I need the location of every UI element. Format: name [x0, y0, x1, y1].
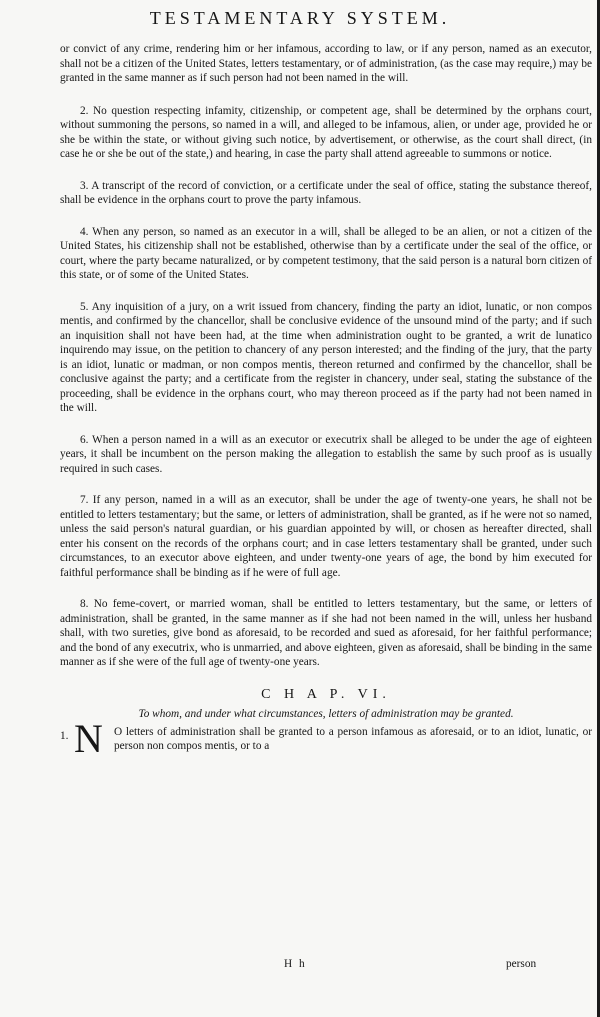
section-number: 1.	[60, 729, 69, 742]
paragraph-3: 3. A transcript of the record of conviction, or a certificate under the seal of office, stating the substance thereof, shall be evidence in the orphans court to prove the party infamous.	[60, 179, 592, 206]
paragraph-7: 7. If any person, named in a will as an executor, shall be under the age of twenty-one years, he shall not be entitled to letters testamentary; but the same, or letters of administration, shall be granted, as if he were not so named, unless the said person's natural guardian, or his guardian appointed by will, or chosen as hereafter directed, shall enter his consent on the records of the orphans court; and in case letters testamentary shall be granted, under such circumstances, to an executor above eighteen, and under twenty-one years of age, the bond by him executed for faithful performance shall be binding as if he were of full age.	[60, 494, 592, 579]
paragraph-2: 2. No question respecting infamity, citizenship, or competent age, shall be determined by the orphans court, without summoning the persons, so named in a will, and alleged to be infamous, alien, or under age, provided he or she be within the state, or without giving such notice, by advertisement, or otherwise, as the court shall direct, (in case he or she be out of the state,) and hearing, in case the party shall attend agreeable to summons or notice.	[60, 104, 592, 160]
paragraph-8: 8. No feme-covert, or married woman, shall be entitled to letters testamentary, but the same, or letters of administration, shall be granted, in the same manner as if she had not been named in the will, unless her husband shall, with two sureties, give bond as aforesaid, to be recorded and sued as aforesaid, for her faithful performance; and the bond of any executrix, who is unmarried, and above eighteen, given as aforesaid, shall be binding in the same manner as if she were of the full age of twenty-one years.	[60, 598, 592, 668]
paragraph-5: 5. Any inquisition of a jury, on a writ issued from chancery, finding the party an idiot, lunatic, or non compos mentis, and confirmed by the chancellor, shall be conclusive evidence of the unsound mind of the party; and if such an inquisition shall not have been had, at the time when administration ought to be granted, a writ de lunatico inquirendo may issue, on the petition to chancery of any person interested; and the finding of the jury, that the party is an idiot, lunatic or madman, or non compos mentis, thereon returned and confirmed by the chancellor, shall be conclusive against the party; and a certificate from the register in chancery, under seal, stating the substance of the proceeding, shall be evidence in the orphans court, who may thereon proceed as if the party had not been named in the will.	[60, 300, 592, 414]
section-1-text: O letters of administration shall be granted to a person infamous as aforesaid, or to an idiot, lunatic, or person non compos mentis, or to a	[114, 725, 592, 752]
chapter-subtitle: To whom, and under what circumstances, letters of administration may be granted.	[138, 707, 514, 720]
chapter-heading: C H A P. VI.	[261, 686, 391, 702]
paragraph-6: 6. When a person named in a will as an executor or executrix shall be alleged to be under the age of eighteen years, it shall be incumbent on the person making the allegation to establish the same by such proof as is usually required in such cases.	[60, 433, 592, 475]
drop-cap: N	[74, 715, 103, 761]
paragraph-continuation: or convict of any crime, rendering him or her infamous, according to law, or if any person, named as an executor, shall not be a citizen of the United States, letters testamentary, or of administration, (as the case may require,) may be granted in the same manner as if such person had not been named in the will.	[60, 43, 592, 84]
running-title: TESTAMENTARY SYSTEM.	[149, 8, 451, 28]
catchword: person	[506, 958, 537, 970]
signature-mark: H h	[284, 958, 307, 970]
section-1-paragraph	[60, 715, 592, 761]
body-text	[60, 42, 592, 761]
paragraph-4: 4. When any person, so named as an executor in a will, shall be alleged to be an alien, or not a citizen of the United States, his citizenship shall not be established, otherwise than by a certificate under the seal of the office, or court, where the party became naturalized, or by competent testimony, that the said person is a natural born citizen of this state, or of some of the United States.	[60, 225, 592, 281]
